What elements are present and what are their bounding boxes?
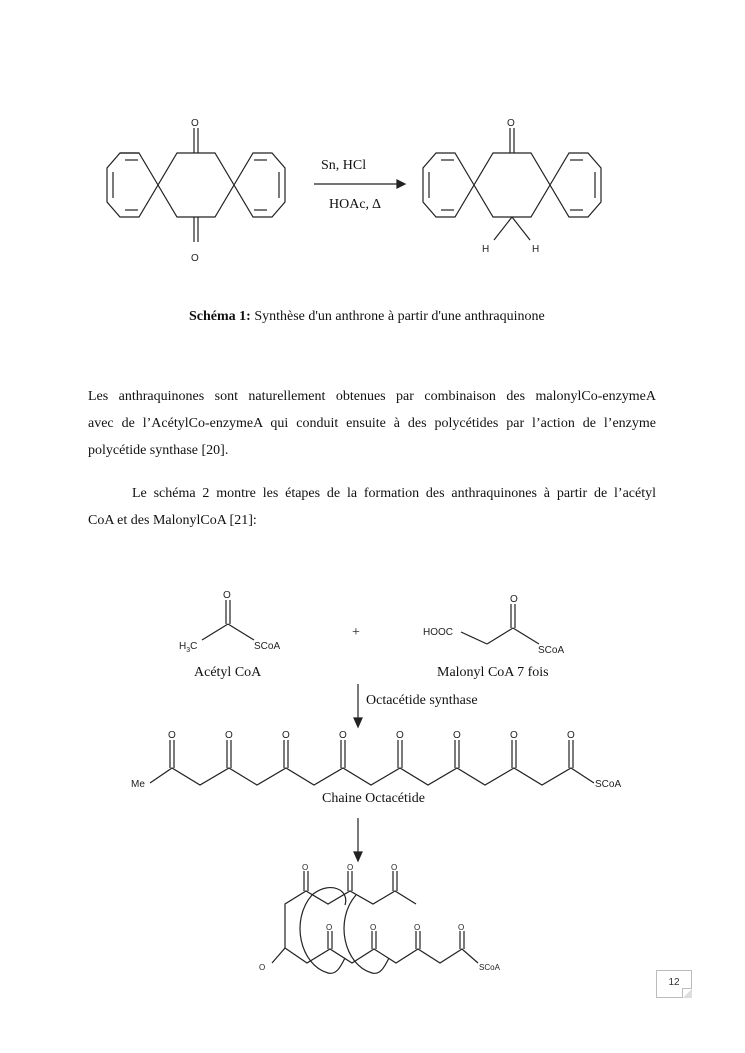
chain-scoa: SCoA — [595, 779, 622, 790]
paragraph-2-line: CoA et des MalonylCoA [21]: — [88, 513, 257, 528]
acetyl-coa-label: Acétyl CoA — [194, 665, 262, 680]
folded-chain-structure — [259, 863, 501, 973]
anthrone-atom-o: O — [507, 118, 515, 129]
atom-label: O — [396, 730, 404, 741]
atom-label: O — [168, 730, 176, 741]
enzyme-label: Octacétide synthase — [366, 693, 478, 708]
acetyl-scoa: SCoA — [254, 641, 281, 652]
atom-label: O — [302, 863, 309, 872]
folded-scoa: SCoA — [479, 963, 500, 972]
acetyl-atom-o: O — [223, 590, 231, 601]
atom-label: O — [339, 730, 347, 741]
acetyl-h3c — [179, 641, 197, 654]
heat-symbol: Δ — [372, 197, 382, 212]
malonyl-scoa: SCoA — [538, 645, 565, 656]
atom-label: O — [391, 863, 398, 872]
atom-label: O — [453, 730, 461, 741]
anthrone-atom-h-left: H — [482, 244, 490, 255]
atom-label: 3 — [186, 647, 191, 654]
paragraph-1-line: Les anthraquinones sont naturellement obtenues par combinaison des malonylCo-enzymeA — [88, 389, 656, 404]
malonyl-coa-label: Malonyl CoA 7 fois — [437, 665, 549, 680]
plus-sign: + — [352, 625, 360, 640]
atom-label: O — [567, 730, 575, 741]
atom-label: O — [259, 963, 266, 972]
paragraph-2-line: Le schéma 2 montre les étapes de la formation des anthraquinones à partir de l’acétyl — [132, 486, 656, 501]
atom-label: O — [347, 863, 354, 872]
chain-me: Me — [131, 779, 145, 790]
reagent-top: Sn, HCl — [321, 158, 367, 173]
atom-label: O — [414, 923, 421, 932]
atom-label: O — [225, 730, 233, 741]
atom-o-bottom: O — [191, 253, 199, 264]
malonyl-atom-o: O — [510, 594, 518, 605]
paragraph-1-line: avec de l’AcétylCo-enzymeA qui conduit ensuite à des polycétides par l’action de l’enzyme — [88, 416, 656, 431]
acetyl-coa-structure — [179, 590, 280, 654]
atom-label: O — [370, 923, 377, 932]
atom-o-top: O — [191, 118, 199, 129]
paragraph-1-line: polycétide synthase [20]. — [88, 443, 229, 458]
anthrone-atom-h-right: H — [532, 244, 540, 255]
page-number — [656, 970, 692, 998]
atom-label: H — [179, 641, 187, 652]
page-fold-icon — [682, 988, 692, 998]
atom-label: C — [190, 641, 198, 652]
octaketide-chain — [131, 730, 621, 790]
chain-label: Chaine Octacétide — [322, 791, 426, 806]
page-number-text: 12 — [668, 977, 680, 988]
caption-text: Synthèse d'un anthrone à partir d'une anthraquinone — [250, 309, 545, 324]
atom-label: O — [326, 923, 333, 932]
atom-label: O — [510, 730, 518, 741]
malonyl-hooc: HOOC — [423, 627, 453, 638]
atom-label: O — [282, 730, 290, 741]
reagent-bottom-text: HOAc, — [329, 197, 370, 212]
atom-label: O — [458, 923, 465, 932]
caption-label: Schéma 1: — [189, 309, 251, 324]
malonyl-coa-structure — [423, 594, 564, 656]
